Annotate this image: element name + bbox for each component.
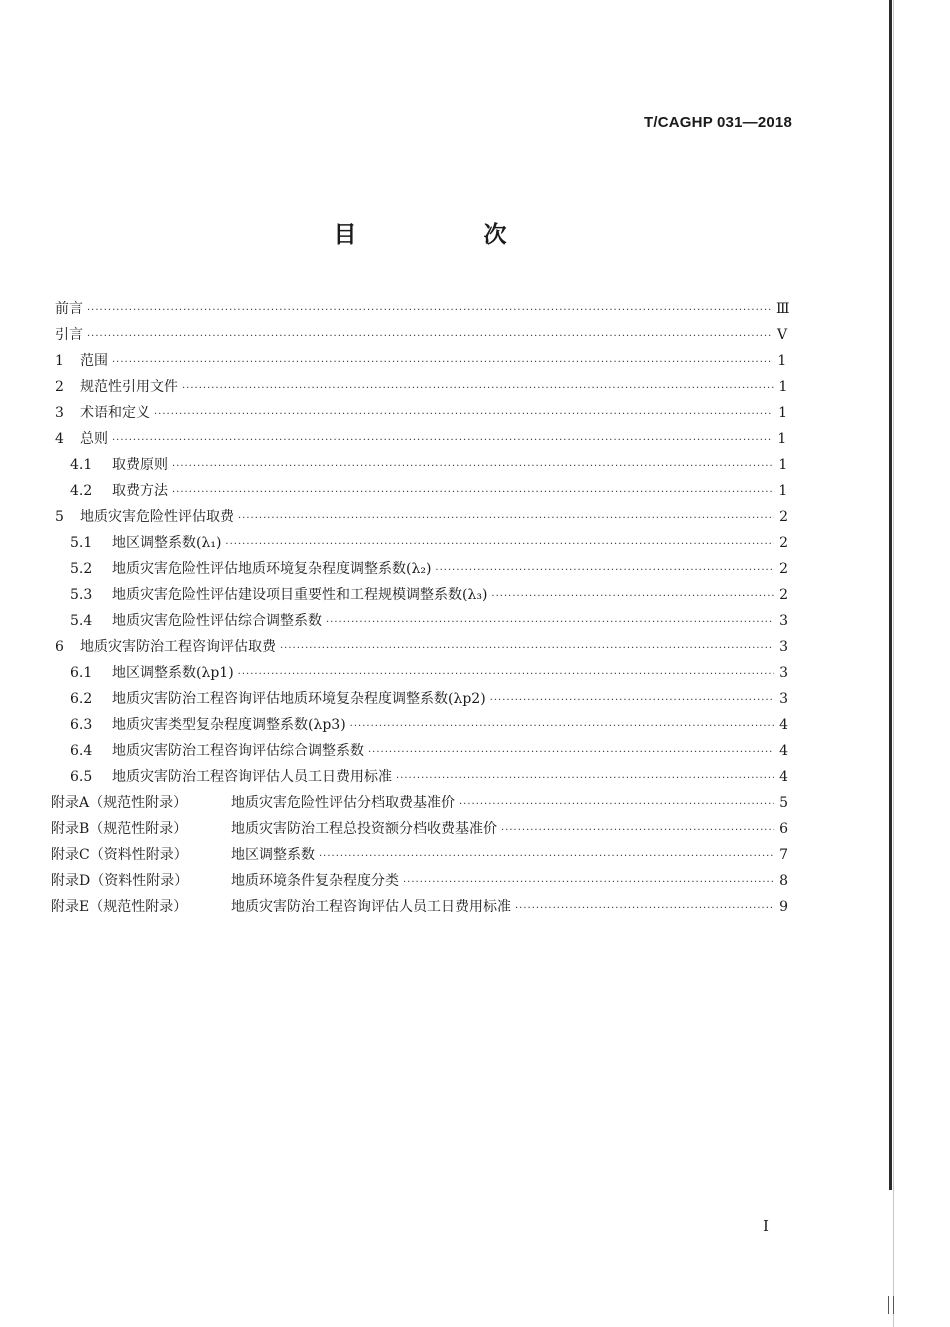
toc-entry[interactable] [0, 296, 950, 322]
toc-entry[interactable] [0, 660, 950, 686]
toc-entry[interactable] [0, 478, 950, 504]
toc-dot-leader [172, 454, 773, 480]
toc-dot-leader [490, 688, 774, 714]
toc-dot-leader [280, 636, 774, 662]
toc-entry-page: 3 [779, 691, 788, 707]
page-number: I [763, 1217, 769, 1235]
toc-entry-page: 1 [778, 483, 788, 499]
toc-entry-number: 5.4 [70, 613, 93, 629]
toc-entry-page: 1 [778, 405, 787, 421]
toc-entry-page: 7 [779, 847, 788, 863]
toc-entry-label: 地质灾害防治工程咨询评估综合调整系数 [112, 743, 364, 759]
table-of-contents [0, 296, 950, 920]
toc-entry[interactable] [0, 764, 950, 790]
toc-entry[interactable] [0, 322, 950, 348]
toc-entry-number: 5.1 [70, 535, 93, 551]
toc-entry-number: 6.4 [70, 743, 93, 759]
toc-entry-page: 1 [778, 379, 788, 395]
toc-entry-label: 范围 [80, 353, 108, 369]
toc-dot-leader [238, 506, 774, 532]
toc-entry-label: 地质灾害防治工程总投资额分档收费基准价 [231, 821, 497, 837]
toc-dot-leader [368, 740, 774, 766]
toc-entry[interactable] [0, 894, 950, 920]
toc-entry-label: 术语和定义 [80, 405, 150, 421]
toc-entry-label: 地质灾害防治工程咨询评估人员工日费用标准 [112, 769, 392, 785]
standard-code: T/CAGHP 031—2018 [644, 114, 792, 131]
toc-dot-leader [154, 402, 773, 428]
toc-entry-page: 2 [779, 509, 788, 525]
toc-entry-label: 前言 [55, 301, 83, 317]
toc-entry[interactable] [0, 842, 950, 868]
toc-entry[interactable] [0, 816, 950, 842]
toc-entry-page: 2 [779, 561, 788, 577]
toc-entry-page: 2 [779, 587, 788, 603]
toc-entry[interactable] [0, 348, 950, 374]
toc-entry-label: 地质灾害类型复杂程度调整系数(λp3) [112, 717, 346, 733]
toc-dot-leader [403, 870, 774, 896]
toc-entry-page: 1 [778, 457, 788, 473]
toc-entry-label: 地质灾害危险性评估取费 [80, 509, 234, 525]
toc-entry-page: 6 [779, 821, 788, 837]
toc-entry-page: 5 [779, 795, 788, 811]
toc-entry-page: 1 [777, 353, 787, 369]
toc-entry-label: 引言 [55, 327, 83, 343]
toc-entry[interactable] [0, 582, 950, 608]
toc-entry-label: 地质灾害防治工程咨询评估人员工日费用标准 [231, 899, 511, 915]
toc-entry-label: 地区调整系数(λ₁) [112, 535, 222, 551]
toc-entry-label: 取费方法 [112, 483, 168, 499]
toc-entry-page: 8 [779, 873, 788, 889]
toc-dot-leader [459, 792, 774, 818]
page-title: 目 次 [333, 222, 559, 248]
toc-entry-page: Ⅲ [776, 301, 790, 317]
toc-entry-label: 地质环境条件复杂程度分类 [231, 873, 399, 889]
toc-dot-leader [225, 532, 774, 558]
toc-entry-number: 附录D（资料性附录） [51, 873, 189, 889]
toc-dot-leader [515, 896, 774, 922]
toc-entry-number: 附录B（规范性附录） [51, 821, 188, 837]
toc-entry-page: 3 [779, 665, 788, 681]
toc-entry-number: 2 [55, 379, 64, 395]
toc-entry-page: 4 [779, 717, 788, 733]
toc-entry[interactable] [0, 712, 950, 738]
toc-entry-page: Ⅴ [777, 327, 788, 343]
toc-entry[interactable] [0, 400, 950, 426]
toc-entry[interactable] [0, 686, 950, 712]
toc-dot-leader [87, 298, 771, 324]
toc-dot-leader [501, 818, 774, 844]
toc-entry-number: 4.2 [70, 483, 93, 499]
toc-entry-number: 6.1 [70, 665, 93, 681]
toc-entry-page: 3 [779, 639, 788, 655]
toc-entry-label: 总则 [80, 431, 108, 447]
toc-entry-number: 5.3 [70, 587, 93, 603]
toc-entry[interactable] [0, 868, 950, 894]
toc-entry-number: 附录E（规范性附录） [51, 899, 188, 915]
toc-entry[interactable] [0, 530, 950, 556]
toc-dot-leader [435, 558, 774, 584]
toc-entry-number: 4 [55, 431, 64, 447]
toc-entry-number: 5 [55, 509, 64, 525]
toc-entry[interactable] [0, 738, 950, 764]
toc-entry-number: 6.5 [70, 769, 93, 785]
toc-entry-label: 地区调整系数(λp1) [112, 665, 234, 681]
toc-entry-page: 4 [779, 769, 788, 785]
toc-entry-label: 地质灾害防治工程咨询评估取费 [80, 639, 276, 655]
toc-entry-page: 3 [779, 613, 788, 629]
toc-dot-leader [350, 714, 774, 740]
toc-dot-leader [491, 584, 774, 610]
toc-entry-number: 1 [55, 353, 64, 369]
toc-entry[interactable] [0, 426, 950, 452]
toc-entry-number: 3 [55, 405, 64, 421]
toc-entry[interactable] [0, 608, 950, 634]
toc-dot-leader [112, 350, 772, 376]
toc-dot-leader [112, 428, 772, 454]
toc-entry[interactable] [0, 556, 950, 582]
toc-entry-label: 地质灾害危险性评估综合调整系数 [112, 613, 322, 629]
toc-dot-leader [319, 844, 774, 870]
toc-entry-label: 地质灾害危险性评估建设项目重要性和工程规模调整系数(λ₃) [112, 587, 488, 603]
toc-entry-page: 2 [779, 535, 788, 551]
toc-entry-label: 取费原则 [112, 457, 168, 473]
toc-entry-label: 地质灾害防治工程咨询评估地质环境复杂程度调整系数(λp2) [112, 691, 486, 707]
toc-entry-number: 6.2 [70, 691, 93, 707]
toc-entry-number: 附录C（资料性附录） [51, 847, 188, 863]
toc-entry[interactable] [0, 504, 950, 530]
toc-dot-leader [326, 610, 774, 636]
toc-entry[interactable] [0, 452, 950, 478]
toc-entry-label: 地质灾害危险性评估分档取费基准价 [231, 795, 455, 811]
toc-dot-leader [172, 480, 773, 506]
toc-entry-number: 6.3 [70, 717, 93, 733]
toc-entry-label: 地质灾害危险性评估地质环境复杂程度调整系数(λ₂) [112, 561, 432, 577]
toc-entry-number: 6 [55, 639, 64, 655]
toc-dot-leader [87, 324, 772, 350]
toc-dot-leader [238, 662, 774, 688]
scan-edge-mark [888, 1296, 894, 1314]
toc-entry-label: 地区调整系数 [231, 847, 315, 863]
toc-entry-page: 4 [779, 743, 788, 759]
toc-dot-leader [396, 766, 774, 792]
toc-entry[interactable] [0, 790, 950, 816]
toc-entry[interactable] [0, 634, 950, 660]
toc-entry-page: 9 [779, 899, 788, 915]
toc-entry-page: 1 [777, 431, 787, 447]
toc-entry[interactable] [0, 374, 950, 400]
toc-entry-number: 5.2 [70, 561, 93, 577]
toc-entry-number: 附录A（规范性附录） [51, 795, 188, 811]
toc-entry-number: 4.1 [70, 457, 93, 473]
toc-dot-leader [182, 376, 774, 402]
toc-entry-label: 规范性引用文件 [80, 379, 178, 395]
